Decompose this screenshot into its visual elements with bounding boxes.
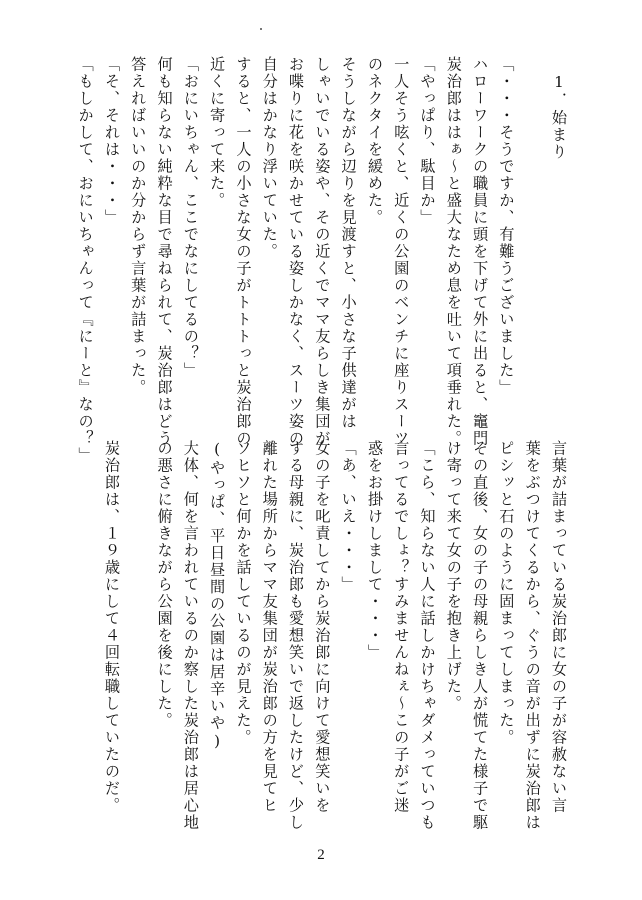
text-column: 炭治郎は、１９歳にして４回転職していたのだ。	[102, 440, 121, 814]
text-column: 「やっぱり、駄目か」	[418, 56, 437, 226]
text-column: 一人そう呟くと、近くの公園のベンチに座りスーツ	[392, 56, 411, 447]
text-column: ピシッと石のように固まってしまった。	[497, 440, 516, 746]
text-column: 女の子を叱責してから炭治郎に向けて愛想笑いを	[313, 440, 332, 814]
text-column: ソヒソと何かを話しているのが見えた。	[234, 440, 253, 746]
text-column: のネクタイを緩めた。	[365, 56, 384, 226]
text-column: (やっぱ、平日昼間の公園は居辛いや)	[208, 440, 227, 752]
text-column: 離れた場所からママ友集団が炭治郎の方を見てヒ	[260, 440, 279, 814]
text-column: 炭治郎ははぁ～と盛大なため息を吐いて項垂れた。	[444, 56, 463, 447]
page-number: 2	[317, 847, 325, 863]
text-column: 葉をぶつけてくるから、ぐうの音が出ずに炭治郎は	[523, 440, 542, 831]
text-column: すると、一人の小さな女の子がトトトっと炭治郎の	[234, 56, 253, 447]
text-column: 「あ、いえ・・・」	[339, 440, 358, 593]
text-column: 何も知らない純粋な目で尋ねられて、炭治郎はどう	[155, 56, 174, 447]
text-column: け寄って来て女の子を抱き上げた。	[444, 440, 463, 712]
scan-mark	[260, 28, 262, 30]
text-column: ハローワークの職員に頭を下げて外に出ると、竈門	[471, 56, 490, 447]
text-block-lower	[99, 440, 572, 831]
chapter-heading: 1．始まり	[550, 56, 568, 161]
text-column: 「こら、知らない人に話しかけちゃダメっていつも	[418, 440, 437, 831]
text-column: 言ってるでしょ？すみませんねぇ～この子がご迷	[392, 440, 411, 814]
text-column: そうしながら辺りを見渡すと、小さな子供達がは	[339, 56, 358, 430]
text-column: 「そ、それは・・・」	[102, 56, 121, 226]
text-column: その直後、女の子の母親らしき人が慌てた様子で駆	[471, 440, 490, 831]
text-column: お喋りに花を咲かせている姿しかなく、スーツ姿の	[287, 56, 306, 447]
text-column: 答えればいいのか分からず言葉が詰まった。	[129, 56, 148, 396]
text-block-upper	[72, 56, 572, 464]
text-column: しゃいでいる姿や、その近くでママ友らしき集団が	[313, 56, 332, 447]
text-column	[125, 440, 151, 820]
text-column: する母親に、炭治郎も愛想笑いで返したけど、少し	[287, 440, 306, 831]
text-column: 大体、何を言われているのか察した炭治郎は居心地	[181, 440, 200, 831]
text-column: の悪さに俯きながら公園を後にした。	[155, 440, 174, 729]
text-column: 「もしかして、おにいちゃんって『にーと』なの？」	[76, 56, 95, 464]
text-column: 惑をお掛けしまして・・・」	[365, 440, 384, 661]
text-column: 近くに寄って来た。	[208, 56, 227, 209]
text-column: 「おにいちゃん、ここでなにしてるの？」	[181, 56, 200, 379]
text-column	[519, 56, 545, 448]
text-column: 言葉が詰まっている炭治郎に女の子が容赦ない言	[550, 440, 568, 814]
text-column: 「・・・そうですか、有難うございました」	[497, 56, 516, 396]
text-column: 自分はかなり浮いていた。	[260, 56, 279, 260]
